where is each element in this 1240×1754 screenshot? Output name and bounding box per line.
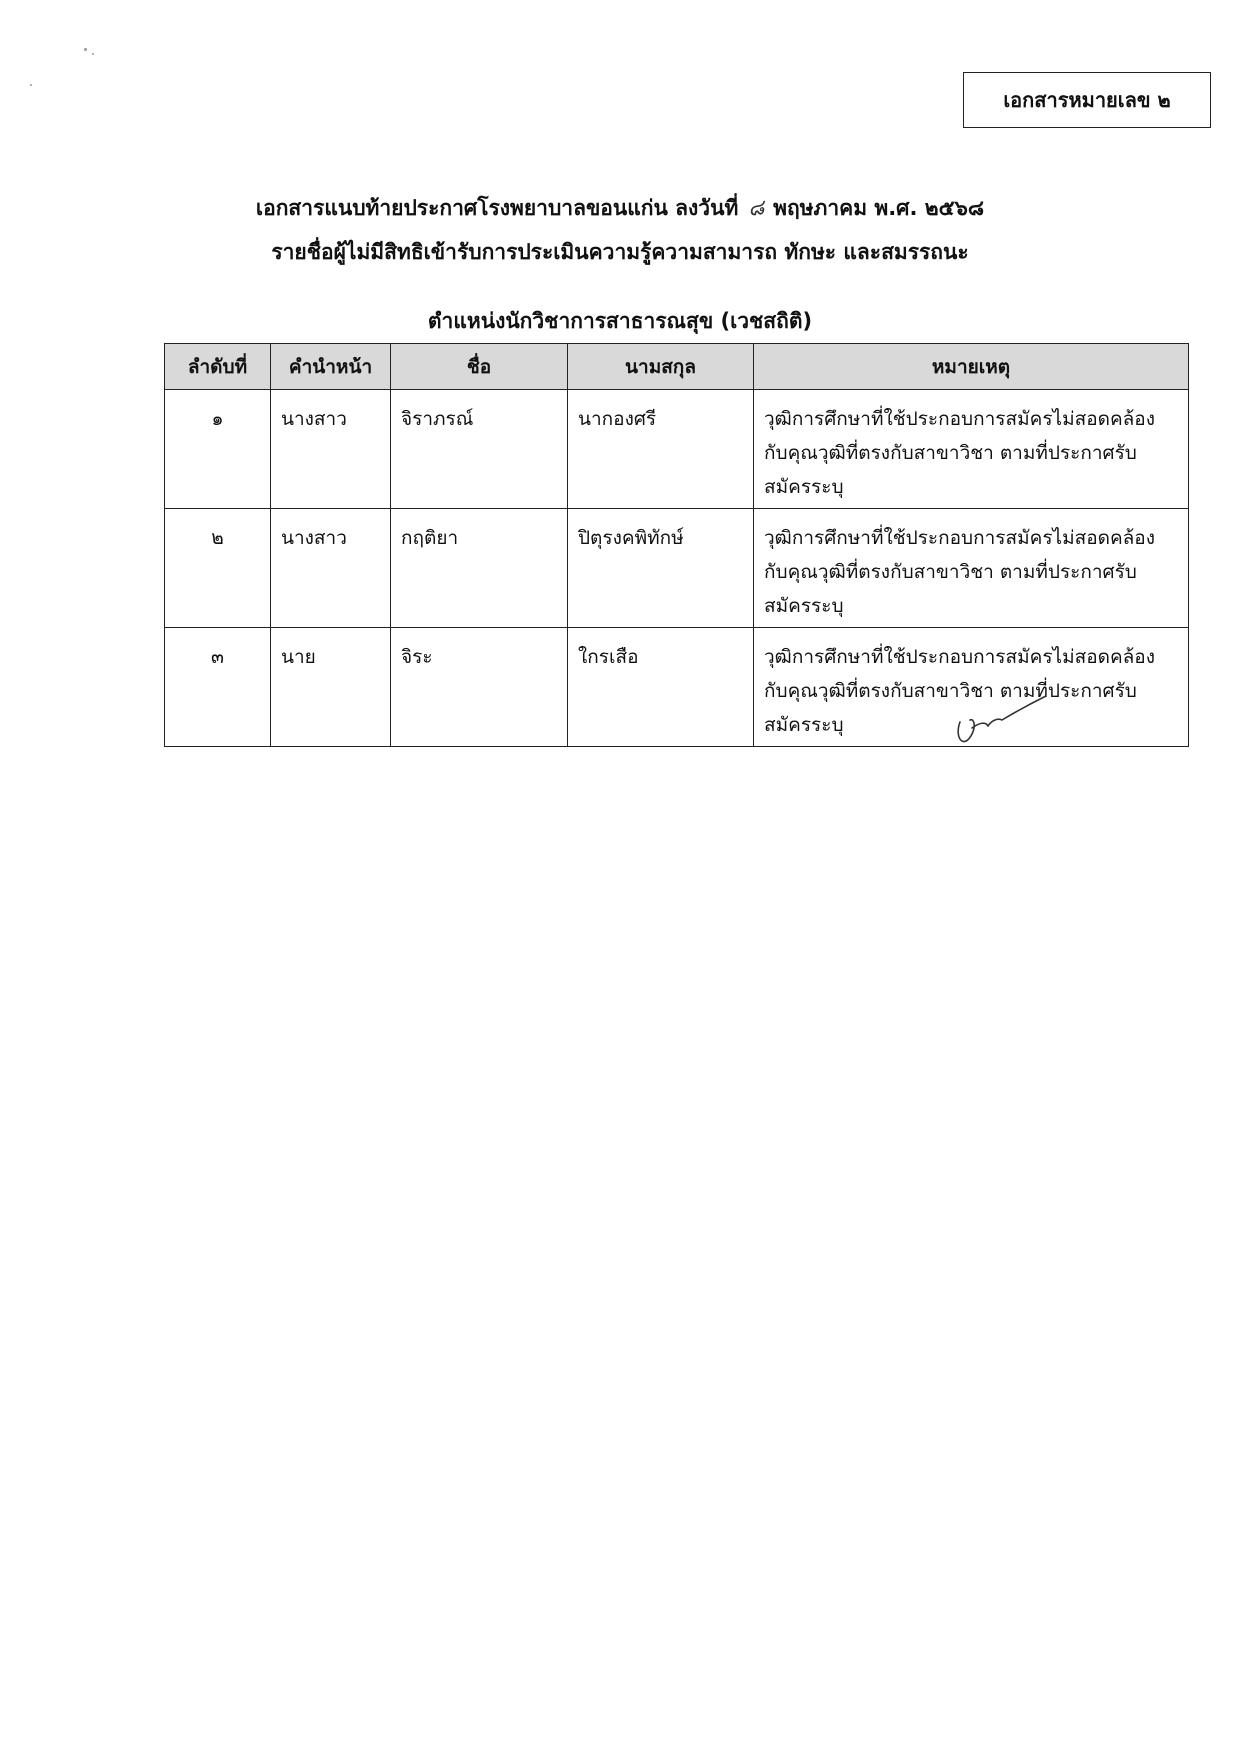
heading-announcement-line bbox=[0, 192, 1240, 225]
cell-seq: ๒ bbox=[165, 509, 271, 628]
heading-suffix: พฤษภาคม พ.ศ. ๒๕๖๘ bbox=[773, 196, 985, 220]
candidates-table bbox=[164, 343, 1189, 747]
header-prefix: คำนำหน้า bbox=[271, 344, 391, 390]
scan-speck bbox=[92, 53, 94, 55]
cell-prefix: นาย bbox=[271, 628, 391, 747]
cell-seq: ๓ bbox=[165, 628, 271, 747]
header-first-name: ชื่อ bbox=[391, 344, 568, 390]
header-seq: ลำดับที่ bbox=[165, 344, 271, 390]
header-last-name: นามสกุล bbox=[568, 344, 754, 390]
cell-first-name: จิระ bbox=[391, 628, 568, 747]
table-row bbox=[165, 390, 1189, 509]
table-row bbox=[165, 509, 1189, 628]
position-title: ตำแหน่งนักวิชาการสาธารณสุข (เวชสถิติ) bbox=[427, 309, 813, 333]
cell-remark: วุฒิการศึกษาที่ใช้ประกอบการสมัครไม่สอดคล้องกับคุณวุฒิที่ตรงกับสาขาวิชา ตามที่ประกาศรับสมัครระบุ bbox=[754, 390, 1189, 509]
cell-last-name: ปิตุรงคพิทักษ์ bbox=[568, 509, 754, 628]
heading-prefix: เอกสารแนบท้ายประกาศโรงพยาบาลขอนแก่น ลงวันที่ bbox=[255, 196, 739, 220]
cell-last-name: ใกรเสือ bbox=[568, 628, 754, 747]
heading-subject-line: รายชื่อผู้ไม่มีสิทธิเข้ารับการประเมินความรู้ความสามารถ ทักษะ และสมรรถนะ bbox=[271, 240, 969, 264]
header-remark: หมายเหตุ bbox=[754, 344, 1189, 390]
table-header-row bbox=[165, 344, 1189, 390]
scan-speck bbox=[30, 84, 32, 86]
cell-remark: วุฒิการศึกษาที่ใช้ประกอบการสมัครไม่สอดคล้องกับคุณวุฒิที่ตรงกับสาขาวิชา ตามที่ประกาศรับสมัครระบุ bbox=[754, 628, 1189, 747]
signature-mark bbox=[950, 688, 1050, 758]
scan-speck bbox=[84, 48, 87, 51]
cell-first-name: กฤติยา bbox=[391, 509, 568, 628]
cell-first-name: จิราภรณ์ bbox=[391, 390, 568, 509]
document-number-text: เอกสารหมายเลข ๒ bbox=[1003, 88, 1171, 112]
cell-remark: วุฒิการศึกษาที่ใช้ประกอบการสมัครไม่สอดคล้องกับคุณวุฒิที่ตรงกับสาขาวิชา ตามที่ประกาศรับสมัครระบุ bbox=[754, 509, 1189, 628]
document-number-label bbox=[963, 72, 1211, 128]
cell-last-name: นากองศรี bbox=[568, 390, 754, 509]
cell-prefix: นางสาว bbox=[271, 390, 391, 509]
cell-seq: ๑ bbox=[165, 390, 271, 509]
handwritten-day: ๘ bbox=[745, 194, 766, 222]
cell-prefix: นางสาว bbox=[271, 509, 391, 628]
